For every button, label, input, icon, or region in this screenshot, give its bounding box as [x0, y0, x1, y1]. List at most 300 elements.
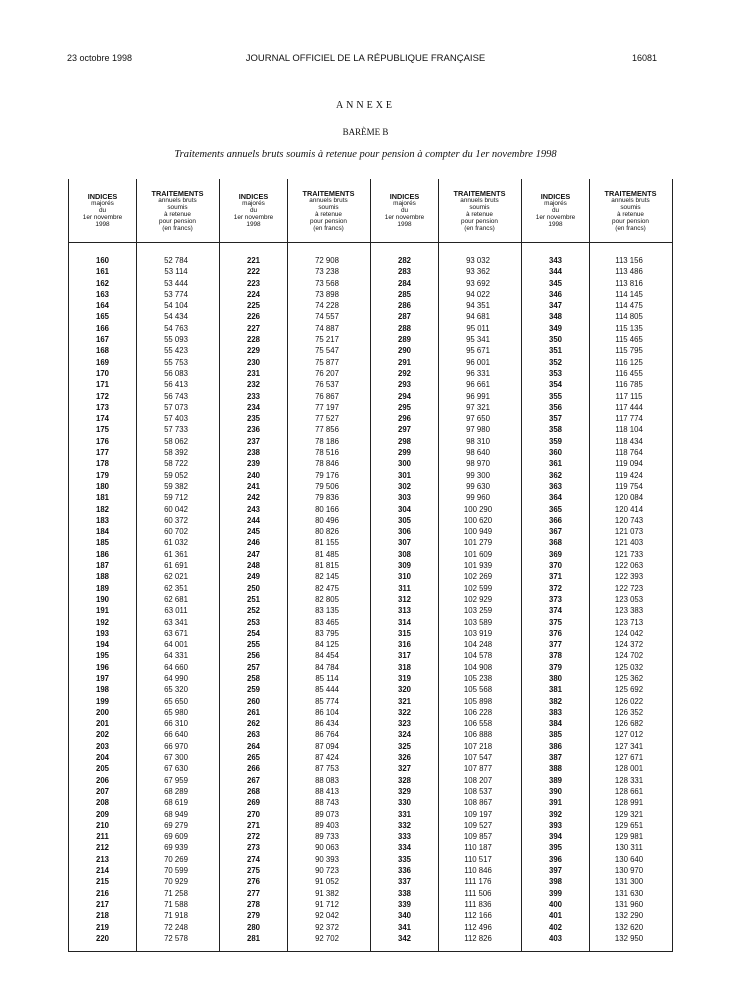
- table-row: [220, 854, 370, 865]
- table-row: [69, 752, 219, 763]
- table-row: [371, 424, 521, 435]
- table-row: [220, 639, 370, 650]
- salary-cell: 125 362: [614, 673, 644, 683]
- index-cell: 225: [246, 301, 260, 311]
- index-cell: 253: [246, 617, 260, 627]
- table-row: [220, 311, 370, 322]
- index-cell: 169: [95, 357, 109, 367]
- salary-cell: 132 620: [614, 922, 644, 932]
- index-cell: 355: [548, 391, 562, 401]
- index-cell: 274: [246, 854, 260, 864]
- table-row: [69, 865, 219, 876]
- salary-cell: 61 032: [164, 538, 188, 548]
- table-row: [220, 549, 370, 560]
- salary-cell: 64 001: [164, 640, 188, 650]
- index-cell: 266: [246, 764, 260, 774]
- salary-cell: 86 764: [315, 730, 339, 740]
- table-row: [69, 650, 219, 661]
- index-cell: 394: [548, 832, 562, 842]
- index-cell: 283: [397, 267, 411, 277]
- salary-cell: 106 558: [463, 719, 493, 729]
- indices-header-line: 1998: [548, 221, 563, 228]
- table-row: [371, 458, 521, 469]
- table-row: [69, 470, 219, 481]
- table-row: [220, 278, 370, 289]
- index-cell: 388: [548, 764, 562, 774]
- index-cell: 200: [95, 707, 109, 717]
- index-cell: 215: [95, 877, 109, 887]
- salary-cell: 128 991: [614, 798, 644, 808]
- salary-cell: 128 001: [614, 764, 644, 774]
- salary-cell: 97 321: [466, 402, 490, 412]
- index-cell: 272: [246, 832, 260, 842]
- index-cell: 305: [397, 515, 411, 525]
- index-cell: 216: [95, 888, 109, 898]
- table-row: [371, 673, 521, 684]
- index-cell: 389: [548, 775, 562, 785]
- table-row: [220, 492, 370, 503]
- index-cell: 347: [548, 301, 562, 311]
- table-row: [371, 684, 521, 695]
- index-cell: 177: [95, 448, 109, 458]
- salary-cell: 91 382: [315, 888, 339, 898]
- salary-cell: 59 052: [164, 470, 188, 480]
- index-cell: 375: [548, 617, 562, 627]
- table-row: [371, 752, 521, 763]
- table-row: [69, 583, 219, 594]
- table-row: [371, 605, 521, 616]
- table-row: [220, 255, 370, 266]
- index-cell: 331: [397, 809, 411, 819]
- traitements-header-line: à retenue: [616, 210, 644, 218]
- salary-cell: 107 547: [463, 753, 493, 763]
- table-row: [220, 537, 370, 548]
- salary-cell: 112 496: [464, 922, 492, 932]
- salary-table-4: [521, 179, 673, 952]
- salary-cell: 94 351: [466, 301, 490, 311]
- table-row: [522, 741, 672, 752]
- salary-table-3: [370, 179, 522, 952]
- salary-cell: 123 713: [614, 617, 644, 627]
- index-cell: 318: [397, 662, 411, 672]
- index-cell: 343: [548, 256, 562, 265]
- index-cell: 271: [246, 820, 260, 830]
- table-row: [522, 583, 672, 594]
- table-row: [220, 379, 370, 390]
- salary-cell: 78 516: [315, 448, 339, 458]
- index-cell: 319: [397, 673, 411, 683]
- salary-cell: 110 187: [464, 843, 492, 853]
- table-row: [220, 571, 370, 582]
- salary-cell: 102 599: [463, 583, 493, 593]
- index-cell: 180: [95, 481, 109, 491]
- annexe-title: ANNEXE: [335, 100, 396, 111]
- index-cell: 301: [397, 470, 411, 480]
- table-row: [371, 662, 521, 673]
- table-row: [522, 515, 672, 526]
- index-cell: 188: [95, 572, 109, 582]
- traitements-header-line: (en francs): [615, 224, 646, 232]
- salary-cell: 98 640: [466, 448, 490, 458]
- table-row: [522, 865, 672, 876]
- salary-cell: 121 733: [614, 549, 644, 559]
- indices-header-line: du: [400, 207, 409, 214]
- salary-cell: 64 331: [164, 651, 188, 661]
- table-row: [220, 809, 370, 820]
- table-row: [522, 786, 672, 797]
- index-cell: 189: [95, 583, 109, 593]
- index-cell: 391: [548, 798, 562, 808]
- salary-cell: 64 660: [164, 662, 188, 672]
- table-row: [69, 809, 219, 820]
- table-row: [371, 413, 521, 424]
- salary-cell: 100 949: [463, 527, 493, 537]
- table-row: [522, 311, 672, 322]
- traitements-header: [589, 179, 672, 242]
- salary-cell: 122 723: [614, 583, 644, 593]
- index-cell: 397: [548, 866, 562, 876]
- index-cell: 204: [95, 753, 109, 763]
- salary-cell: 104 578: [463, 651, 493, 661]
- table-row: [371, 696, 521, 707]
- table-row: [371, 899, 521, 910]
- table-row: [371, 888, 521, 899]
- index-cell: 373: [548, 594, 562, 604]
- table-row: [220, 933, 370, 944]
- salary-cell: 104 908: [463, 662, 493, 672]
- header-date: 23 octobre 1998: [67, 53, 133, 63]
- journal-title: JOURNAL OFFICIEL DE LA RÉPUBLIQUE FRANÇAISE: [245, 53, 486, 64]
- table-row: [522, 617, 672, 628]
- index-cell: 195: [95, 651, 109, 661]
- salary-cell: 79 176: [315, 470, 339, 480]
- salary-cell: 121 073: [614, 527, 644, 537]
- salary-cell: 76 537: [315, 380, 339, 390]
- index-cell: 314: [397, 617, 411, 627]
- salary-cell: 124 042: [614, 628, 644, 638]
- table-row: [220, 334, 370, 345]
- salary-cell: 113 156: [615, 256, 643, 265]
- table-row: [522, 809, 672, 820]
- table-row: [220, 391, 370, 402]
- traitements-header-line: annuels bruts: [309, 196, 348, 204]
- table-row: [220, 775, 370, 786]
- salary-cell: 82 145: [315, 572, 339, 582]
- table-body: [522, 255, 672, 944]
- salary-cell: 130 311: [615, 843, 643, 853]
- salary-cell: 115 465: [615, 335, 643, 345]
- table-row: [69, 763, 219, 774]
- salary-cell: 130 970: [614, 866, 644, 876]
- table-row: [522, 899, 672, 910]
- table-row: [522, 842, 672, 853]
- salary-cell: 77 527: [315, 414, 339, 424]
- salary-cell: 55 093: [164, 335, 188, 345]
- index-cell: 267: [246, 775, 260, 785]
- index-cell: 203: [95, 741, 109, 751]
- salary-cell: 115 795: [615, 346, 643, 356]
- index-cell: 398: [548, 877, 562, 887]
- index-cell: 186: [95, 549, 109, 559]
- salary-cell: 88 083: [315, 775, 339, 785]
- index-cell: 310: [397, 572, 411, 582]
- salary-cell: 119 754: [615, 481, 643, 491]
- table-row: [522, 876, 672, 887]
- indices-header-title: INDICES: [540, 192, 571, 201]
- index-cell: 363: [548, 481, 562, 491]
- table-row: [371, 515, 521, 526]
- indices-header-line: 1998: [95, 221, 110, 228]
- table-row: [220, 865, 370, 876]
- table-row: [522, 910, 672, 921]
- index-cell: 270: [246, 809, 260, 819]
- table-row: [220, 323, 370, 334]
- table-row: [522, 266, 672, 277]
- table-row: [69, 842, 219, 853]
- index-cell: 361: [548, 459, 562, 469]
- table-row: [371, 447, 521, 458]
- index-cell: 348: [548, 312, 562, 322]
- salary-cell: 72 248: [164, 922, 188, 932]
- index-cell: 257: [246, 662, 260, 672]
- index-cell: 173: [95, 402, 109, 412]
- index-cell: 378: [548, 651, 562, 661]
- index-cell: 299: [397, 448, 411, 458]
- table-row: [371, 345, 521, 356]
- table-subtitle: Traitements annuels bruts soumis à retenue pour pension à compter du 1er novembre 1998: [174, 149, 557, 160]
- table-row: [371, 922, 521, 933]
- table-row: [522, 357, 672, 368]
- salary-cell: 59 712: [164, 493, 188, 503]
- salary-cell: 78 186: [315, 436, 339, 446]
- salary-cell: 105 898: [463, 696, 493, 706]
- table-row: [522, 537, 672, 548]
- salary-cell: 91 052: [315, 877, 339, 887]
- salary-cell: 122 393: [614, 572, 644, 582]
- table-row: [69, 537, 219, 548]
- salary-cell: 90 393: [315, 854, 339, 864]
- salary-cell: 129 981: [614, 832, 644, 842]
- index-cell: 226: [246, 312, 260, 322]
- index-cell: 290: [397, 346, 411, 356]
- index-cell: 323: [397, 719, 411, 729]
- table-row: [522, 470, 672, 481]
- salary-cell: 112 166: [464, 911, 492, 921]
- table-row: [220, 300, 370, 311]
- salary-cell: 95 671: [466, 346, 490, 356]
- salary-cell: 68 289: [164, 786, 188, 796]
- index-cell: 206: [95, 775, 109, 785]
- salary-cell: 74 228: [315, 301, 339, 311]
- table-row: [522, 368, 672, 379]
- index-cell: 342: [397, 933, 411, 943]
- index-cell: 163: [95, 289, 109, 299]
- index-cell: 218: [95, 911, 109, 921]
- table-row: [220, 786, 370, 797]
- salary-cell: 56 083: [164, 368, 188, 378]
- salary-cell: 132 950: [614, 933, 644, 943]
- salary-cell: 132 290: [614, 911, 644, 921]
- salary-cell: 70 929: [164, 877, 188, 887]
- salary-cell: 81 485: [315, 549, 339, 559]
- table-row: [69, 278, 219, 289]
- index-cell: 365: [548, 504, 562, 514]
- index-cell: 357: [548, 414, 562, 424]
- salary-cell: 54 763: [164, 323, 188, 333]
- salary-cell: 96 001: [466, 357, 490, 367]
- index-cell: 371: [548, 572, 562, 582]
- salary-cell: 72 578: [164, 933, 188, 943]
- table-row: [371, 278, 521, 289]
- table-body: [69, 255, 219, 944]
- table-row: [69, 741, 219, 752]
- salary-cell: 119 424: [615, 470, 643, 480]
- salary-cell: 56 413: [164, 380, 188, 390]
- index-cell: 162: [95, 278, 109, 288]
- indices-header-line: 1er novembre: [233, 214, 274, 221]
- salary-cell: 89 733: [315, 832, 339, 842]
- salary-cell: 87 424: [315, 753, 339, 763]
- index-cell: 167: [95, 335, 109, 345]
- salary-cell: 94 681: [466, 312, 490, 322]
- table-row: [371, 481, 521, 492]
- salary-cell: 53 444: [164, 278, 188, 288]
- table-row: [220, 910, 370, 921]
- salary-cell: 121 403: [614, 538, 644, 548]
- index-cell: 296: [397, 414, 411, 424]
- salary-cell: 124 372: [614, 640, 644, 650]
- salary-cell: 53 774: [164, 289, 188, 299]
- salary-cell: 64 990: [164, 673, 188, 683]
- index-cell: 279: [246, 911, 260, 921]
- salary-table-2: [219, 179, 371, 952]
- salary-cell: 91 712: [315, 899, 339, 909]
- salary-cell: 87 094: [315, 741, 339, 751]
- salary-cell: 62 021: [164, 572, 188, 582]
- index-cell: 291: [397, 357, 411, 367]
- table-row: [69, 481, 219, 492]
- table-row: [69, 775, 219, 786]
- index-cell: 265: [246, 753, 260, 763]
- salary-cell: 89 403: [315, 820, 339, 830]
- traitements-header-line: soumis: [620, 203, 641, 211]
- table-row: [220, 842, 370, 853]
- table-row: [220, 922, 370, 933]
- salary-cell: 118 104: [615, 425, 643, 435]
- salary-cell: 65 320: [164, 685, 188, 695]
- table-row: [522, 797, 672, 808]
- salary-cell: 59 382: [164, 481, 188, 491]
- salary-cell: 110 517: [464, 854, 492, 864]
- table-row: [522, 549, 672, 560]
- index-cell: 307: [397, 538, 411, 548]
- salary-cell: 131 960: [614, 899, 644, 909]
- index-cell: 251: [246, 594, 260, 604]
- index-cell: 285: [397, 289, 411, 299]
- salary-cell: 84 784: [315, 662, 339, 672]
- salary-cell: 101 279: [463, 538, 493, 548]
- table-row: [371, 831, 521, 842]
- table-row: [371, 842, 521, 853]
- table-row: [220, 628, 370, 639]
- index-cell: 354: [548, 380, 562, 390]
- index-cell: 339: [397, 899, 411, 909]
- table-row: [220, 899, 370, 910]
- index-cell: 298: [397, 436, 411, 446]
- table-row: [220, 831, 370, 842]
- table-row: [220, 741, 370, 752]
- salary-cell: 126 022: [614, 696, 644, 706]
- traitements-header: [438, 179, 521, 242]
- table-row: [522, 933, 672, 944]
- index-cell: 358: [548, 425, 562, 435]
- table-row: [522, 752, 672, 763]
- salary-cell: 57 073: [164, 402, 188, 412]
- salary-cell: 111 176: [464, 877, 492, 887]
- index-cell: 256: [246, 651, 260, 661]
- traitements-header-title: TRAITEMENTS: [604, 188, 657, 198]
- index-cell: 369: [548, 549, 562, 559]
- salary-cell: 70 599: [164, 866, 188, 876]
- traitements-header-line: à retenue: [314, 210, 342, 218]
- salary-cell: 119 094: [615, 459, 643, 469]
- index-cell: 293: [397, 380, 411, 390]
- traitements-header-line: à retenue: [163, 210, 191, 218]
- indices-header: [69, 179, 136, 242]
- index-cell: 402: [548, 922, 562, 932]
- table-row: [371, 289, 521, 300]
- index-cell: 316: [397, 640, 411, 650]
- indices-header: [522, 179, 589, 242]
- salary-cell: 114 475: [615, 301, 643, 311]
- table-row: [371, 628, 521, 639]
- salary-cell: 71 258: [164, 888, 188, 898]
- index-cell: 344: [548, 267, 562, 277]
- index-cell: 249: [246, 572, 260, 582]
- index-cell: 341: [397, 922, 411, 932]
- table-row: [371, 910, 521, 921]
- table-row: [220, 617, 370, 628]
- index-cell: 232: [246, 380, 260, 390]
- table-row: [220, 436, 370, 447]
- table-row: [220, 605, 370, 616]
- salary-cell: 66 310: [164, 719, 188, 729]
- indices-header-line: du: [98, 207, 107, 214]
- salary-cell: 60 372: [164, 515, 188, 525]
- salary-cell: 62 351: [164, 583, 188, 593]
- index-cell: 337: [397, 877, 411, 887]
- table-row: [522, 684, 672, 695]
- table-header: [371, 179, 521, 243]
- index-cell: 236: [246, 425, 260, 435]
- traitements-header-line: soumis: [469, 203, 490, 211]
- index-cell: 390: [548, 786, 562, 796]
- salary-cell: 71 588: [164, 899, 188, 909]
- salary-cell: 83 135: [315, 606, 339, 616]
- salary-cell: 65 980: [164, 707, 188, 717]
- salary-cell: 108 867: [463, 798, 493, 808]
- indices-header-line: 1998: [397, 221, 412, 228]
- table-row: [220, 560, 370, 571]
- index-cell: 164: [95, 301, 109, 311]
- salary-cell: 70 269: [164, 854, 188, 864]
- table-row: [220, 345, 370, 356]
- table-row: [69, 729, 219, 740]
- salary-table-1: [68, 179, 220, 952]
- traitements-header-line: (en francs): [313, 224, 344, 232]
- table-row: [69, 334, 219, 345]
- salary-cell: 129 651: [614, 820, 644, 830]
